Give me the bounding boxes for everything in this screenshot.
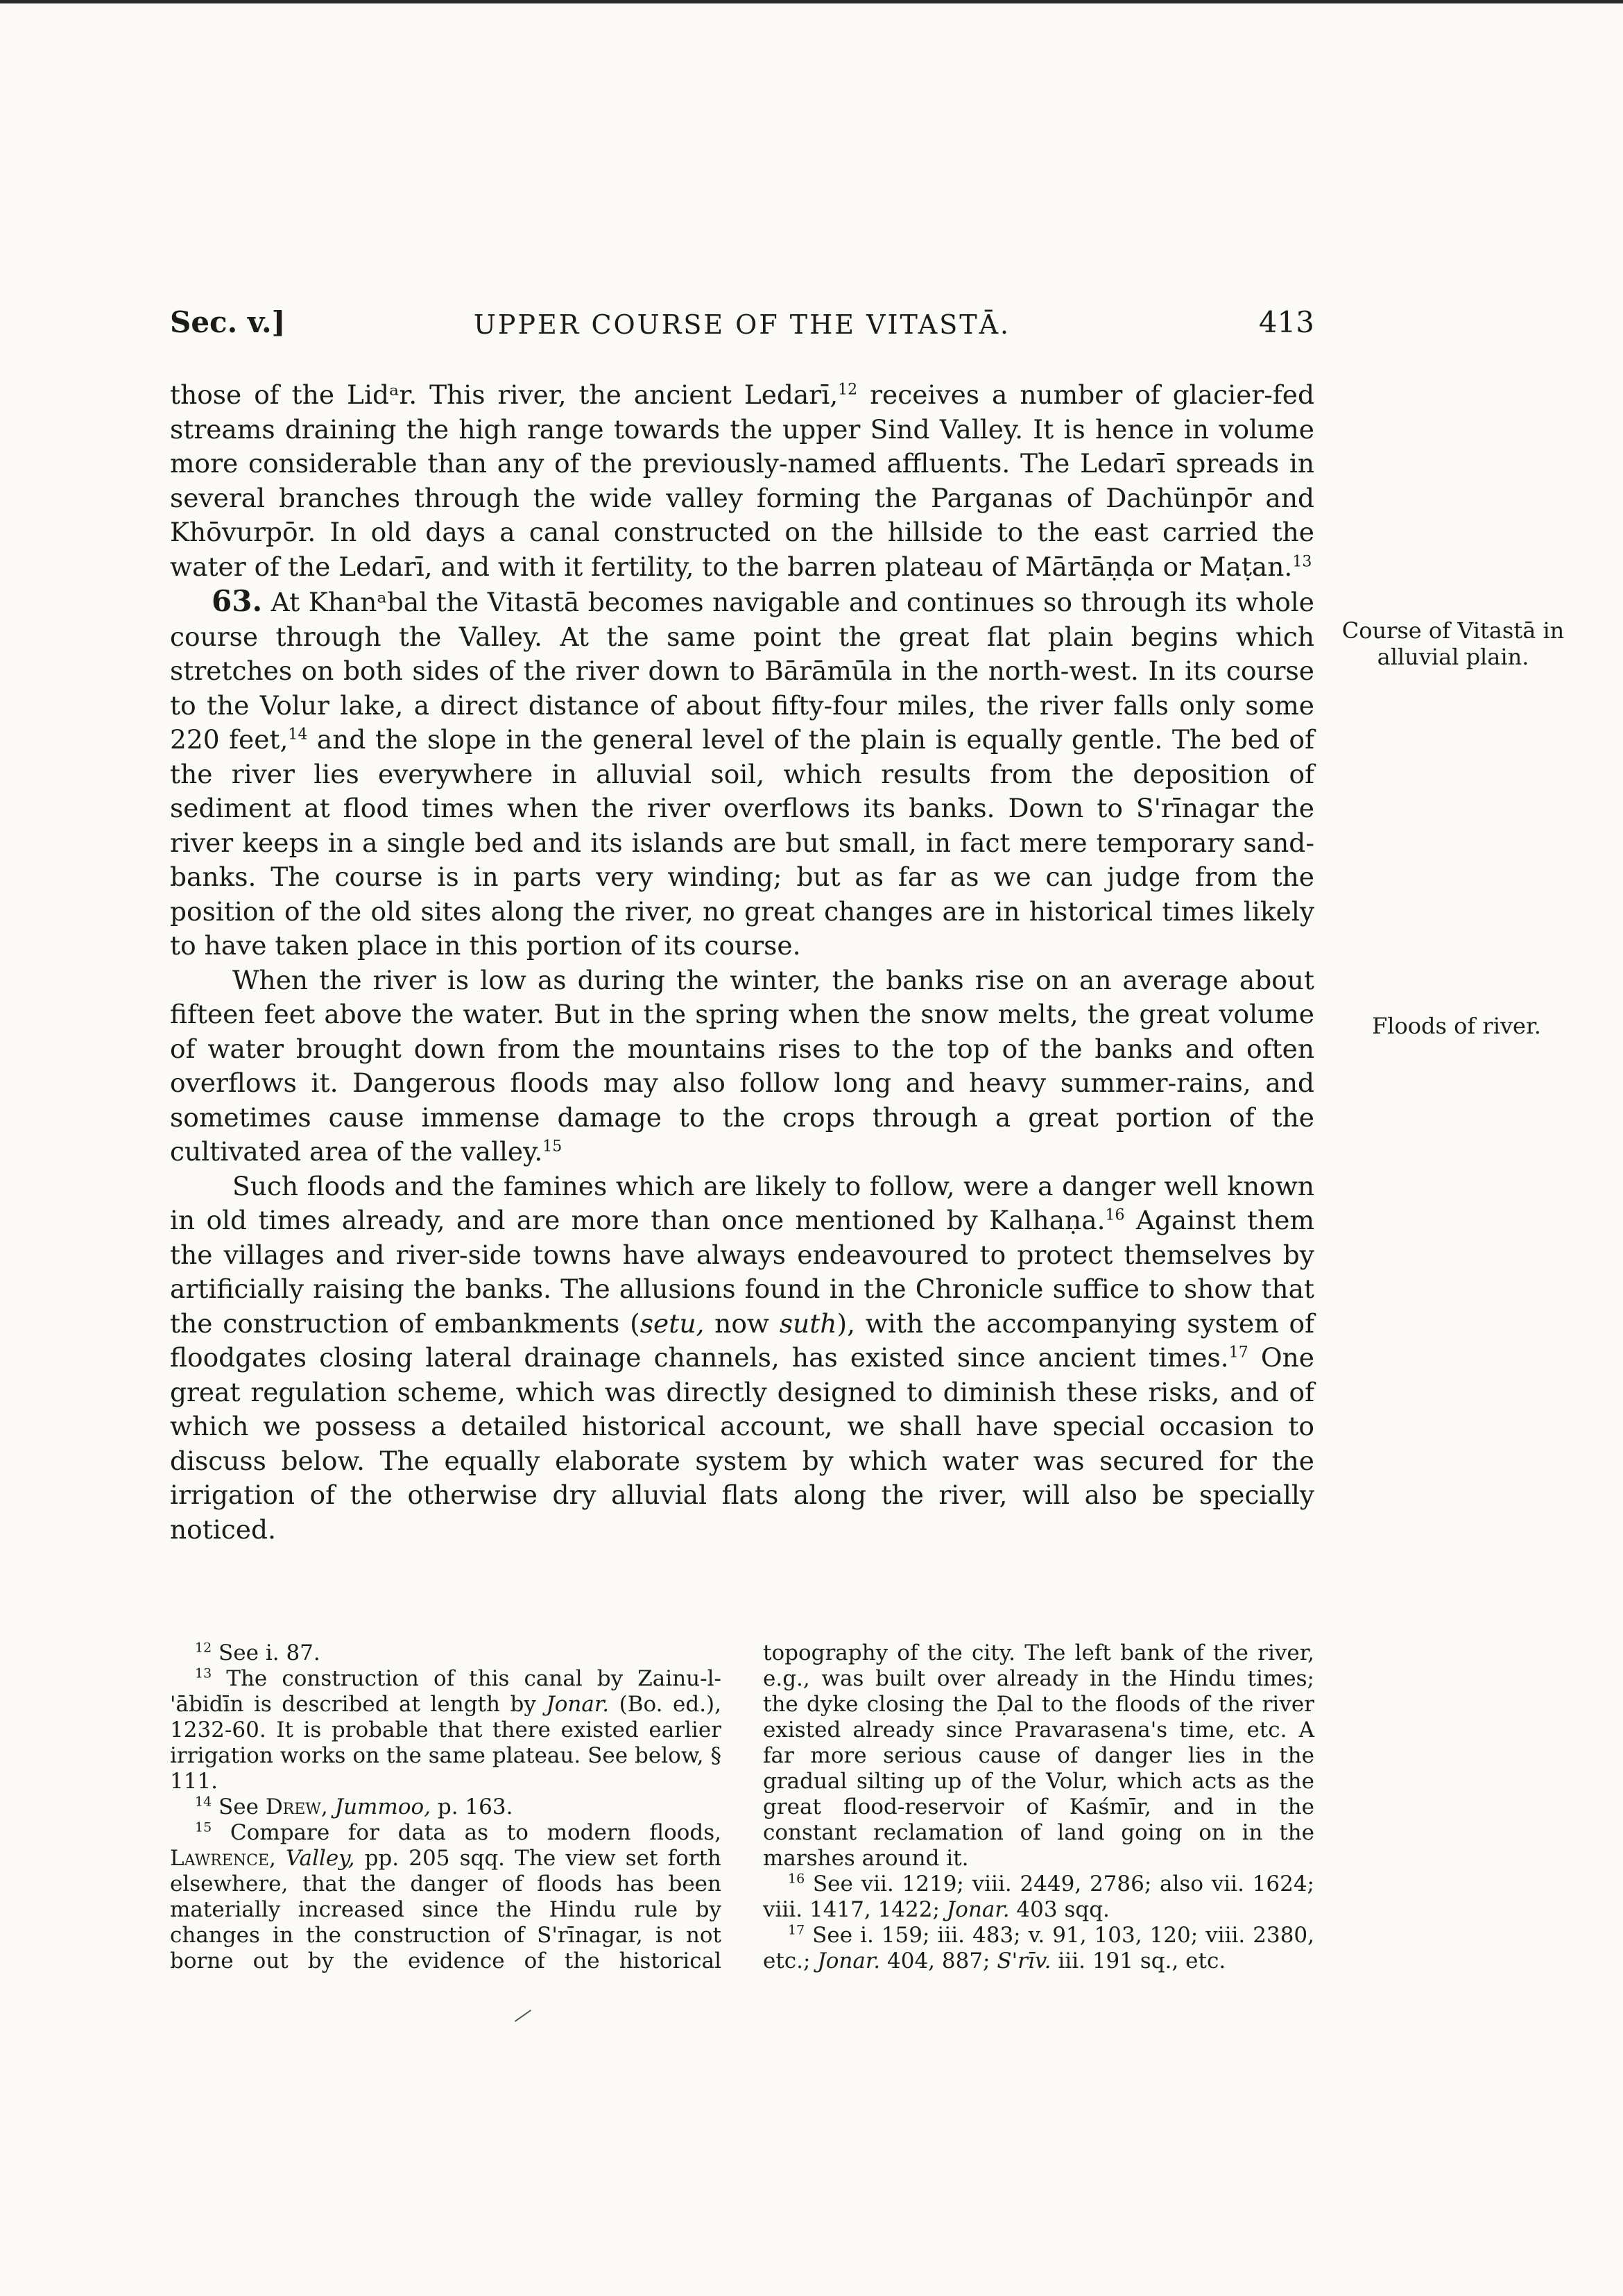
footnote-17: $^{17}$ See i. 159; iii. 483; v. 91, 103, 120; viii. 2380, etc.; Jonar. 404, 887; S'rīv. iii. 191 sq., etc. xyxy=(763,1922,1314,1973)
running-header xyxy=(170,305,1314,354)
section-marker: Sec. v.] xyxy=(170,305,286,339)
paragraph-embankments: Such floods and the famines which are likely to follow, were a danger well known in old times already, and are more than once mentioned by Kalhaṇa.$^{16}$ Against them the villages and river-side towns have always endeavoured to protect themselves by artificially raising the banks. The allusions found in the Chronicle suffice to show that the construction of embankments (setu, now suth), with the accompanying system of floodgates closing lateral drainage channels, has existed since ancient times.$^{17}$ One great regulation scheme, which was directly designed to diminish these risks, and of which we possess a detailed historical account, we shall have special occasion to discuss below. The equally elaborate system by which water was secured for the irrigation of the otherwise dry alluvial flats along the river, will also be specially noticed. xyxy=(170,1170,1315,1545)
top-edge-rule xyxy=(0,0,1623,3)
section-number: 63. xyxy=(212,584,263,618)
paragraph-ledari: those of the Lidᵃr. This river, the ancient Ledarī,$^{12}$ receives a number of glacier-fed streams draining the high range towards the upper Sind Valley. It is hence in volume more considerable than any of the previously-named affluents. The Ledarī spreads in several branches through the wide valley forming the Parganas of Dachünpōr and Khōvurpōr. In old days a canal constructed on the hillside to the east carried the water of the Ledarī, and with it fertility, to the barren plateau of Mārtāṇḍa or Maṭan.$^{13}$ xyxy=(170,379,1314,582)
stray-pen-mark xyxy=(515,2010,531,2022)
main-text xyxy=(170,378,1314,1547)
footnote-ref-12: 12 xyxy=(838,381,858,399)
footnote-ref-15: 15 xyxy=(542,1138,563,1156)
footnote-16: $^{16}$ See vii. 1219; viii. 2449, 2786; also vii. 1624; viii. 1417, 1422; Jonar. 403 sqq. xyxy=(763,1871,1314,1922)
footnotes xyxy=(170,1640,1314,1974)
sidenote-floods: Floods of river. xyxy=(1372,1013,1541,1039)
footnote-15: $^{15}$ Compare for data as to modern floods, Lawrence, Valley, pp. 205 sqq. The view set forth elsewhere, that the danger of floods has been materially increased since the Hindu rule by changes in the construction of S'rīnagar, is not borne out by the evidence of the historical topography of the city. The left bank of the river, e.g., was built over already in the Hindu times; the dyke closing the Ḍal to the floods of the river existed already since Pravarasena's time, etc. A far more serious cause of danger lies in the gradual silting up of the Volur, which acts as the great flood-reservoir of Kaśmīr, and in the constant reclamation of land going on in the marshes around it. xyxy=(170,1640,1314,1973)
footnote-ref-16: 16 xyxy=(1105,1206,1125,1224)
footnote-ref-14: 14 xyxy=(288,726,308,744)
footnote-14: $^{14}$ See Drew, Jummoo, p. 163. xyxy=(195,1794,513,1819)
running-title: UPPER COURSE OF THE VITASTĀ. xyxy=(473,309,1011,340)
paragraph-section-63: 63. At Khanᵃbal the Vitastā becomes navigable and continues so through its whole course through the Valley. At the same point the great flat plain begins which stretches on both sides of the river down to Bārāmūla in the north-west. In its course to the Volur lake, a direct distance of about fifty-four miles, the river falls only some 220 feet,$^{14}$ and the slope in the general level of the plain is equally gentle. The bed of the river lies everywhere in alluvial soil, which results from the deposition of sediment at flood times when the river overflows its banks. Down to S'rīnagar the river keeps in a single bed and its islands are but small, in fact mere temporary sand-banks. The course is in parts very winding; but as far as we can judge from the position of the old sites along the river, no great changes are in historical times likely to have taken place in this portion of its course. xyxy=(170,584,1314,961)
footnote-12: $^{12}$ See i. 87. xyxy=(195,1640,320,1665)
sidenote-course: Course of Vitastā in alluvial plain. xyxy=(1341,617,1565,670)
footnote-13: $^{13}$ The construction of this canal by Zainu-l-'ābidīn is described at length by Jonar. (Bo. ed.), 1232-60. It is probable that there existed earlier irrigation works on the same plateau. See below, § 111. xyxy=(170,1665,721,1794)
footnote-ref-17: 17 xyxy=(1228,1344,1248,1362)
paragraph-floods: When the river is low as during the winter, the banks rise on an average about fifteen feet above the water. But in the spring when the snow melts, the great volume of water brought down from the mountains rises to the top of the banks and often overflows it. Dangerous floods may also follow long and heavy summer-rains, and sometimes cause immense damage to the crops through a great portion of the cultivated area of the valley.$^{15}$ xyxy=(170,964,1314,1167)
footnote-ref-13: 13 xyxy=(1292,553,1312,570)
page-number: 413 xyxy=(1258,305,1314,339)
